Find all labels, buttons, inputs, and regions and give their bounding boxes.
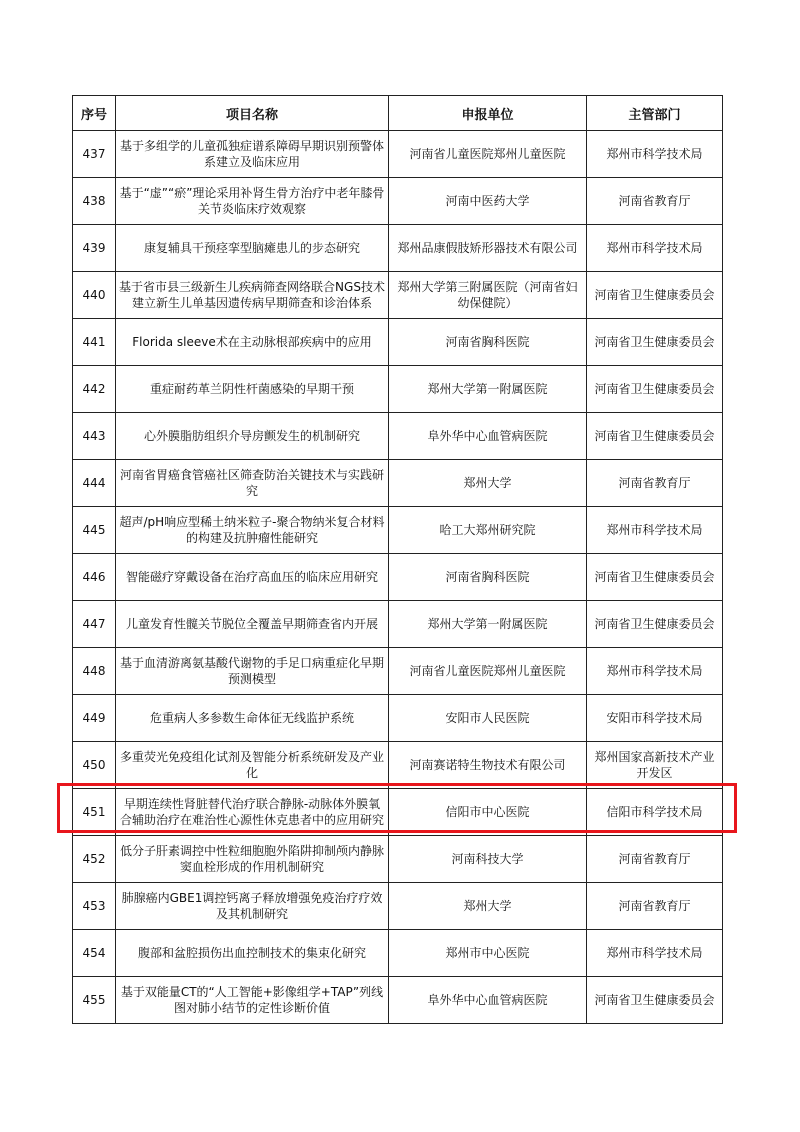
row-number: 452 — [73, 836, 116, 883]
applicant-unit: 河南省胸科医院 — [389, 319, 587, 366]
supervising-dept: 郑州市科学技术局 — [587, 225, 723, 272]
supervising-dept: 河南省卫生健康委员会 — [587, 272, 723, 319]
supervising-dept: 河南省教育厅 — [587, 836, 723, 883]
table-row — [73, 601, 723, 648]
supervising-dept: 郑州市科学技术局 — [587, 131, 723, 178]
row-number: 437 — [73, 131, 116, 178]
applicant-unit: 阜外华中心血管病医院 — [389, 413, 587, 460]
applicant-unit: 阜外华中心血管病医院 — [389, 977, 587, 1024]
table-row — [73, 695, 723, 742]
project-name: 基于省市县三级新生儿疾病筛查网络联合NGS技术建立新生儿单基因遗传病早期筛查和诊治体系 — [116, 272, 389, 319]
project-name: Florida sleeve术在主动脉根部疾病中的应用 — [116, 319, 389, 366]
table-row — [73, 319, 723, 366]
project-name: 基于“虚”“瘀”理论采用补肾生骨方治疗中老年膝骨关节炎临床疗效观察 — [116, 178, 389, 225]
table-row — [73, 742, 723, 789]
applicant-unit: 郑州市中心医院 — [389, 930, 587, 977]
table-row — [73, 460, 723, 507]
supervising-dept: 河南省卫生健康委员会 — [587, 601, 723, 648]
header-applicant-unit: 申报单位 — [389, 96, 587, 131]
applicant-unit: 河南省儿童医院郑州儿童医院 — [389, 648, 587, 695]
row-number: 449 — [73, 695, 116, 742]
applicant-unit: 安阳市人民医院 — [389, 695, 587, 742]
table-row — [73, 413, 723, 460]
project-name: 基于血清游离氨基酸代谢物的手足口病重症化早期预测模型 — [116, 648, 389, 695]
project-name: 基于多组学的儿童孤独症谱系障碍早期识别预警体系建立及临床应用 — [116, 131, 389, 178]
project-name: 早期连续性肾脏替代治疗联合静脉-动脉体外膜氧合辅助治疗在难治性心源性休克患者中的应用研究 — [116, 789, 389, 836]
supervising-dept: 信阳市科学技术局 — [587, 789, 723, 836]
row-number: 447 — [73, 601, 116, 648]
applicant-unit: 郑州大学 — [389, 460, 587, 507]
project-name: 儿童发育性髋关节脱位全覆盖早期筛查省内开展 — [116, 601, 389, 648]
row-number: 440 — [73, 272, 116, 319]
project-name: 多重荧光免疫组化试剂及智能分析系统研发及产业化 — [116, 742, 389, 789]
table-row — [73, 366, 723, 413]
table-row — [73, 554, 723, 601]
header-no: 序号 — [73, 96, 116, 131]
row-number: 442 — [73, 366, 116, 413]
table-row — [73, 883, 723, 930]
row-number: 444 — [73, 460, 116, 507]
project-name: 智能磁疗穿戴设备在治疗高血压的临床应用研究 — [116, 554, 389, 601]
table-row — [73, 225, 723, 272]
applicant-unit: 河南省儿童医院郑州儿童医院 — [389, 131, 587, 178]
table-row — [73, 507, 723, 554]
table-header-row — [73, 96, 723, 131]
row-number: 445 — [73, 507, 116, 554]
row-number: 446 — [73, 554, 116, 601]
project-name: 基于双能量CT的“人工智能+影像组学+TAP”列线图对肺小结节的定性诊断价值 — [116, 977, 389, 1024]
supervising-dept: 郑州市科学技术局 — [587, 507, 723, 554]
project-name: 康复辅具干预痉挛型脑瘫患儿的步态研究 — [116, 225, 389, 272]
supervising-dept: 郑州市科学技术局 — [587, 930, 723, 977]
applicant-unit: 河南省胸科医院 — [389, 554, 587, 601]
applicant-unit: 郑州大学第一附属医院 — [389, 366, 587, 413]
project-table — [72, 95, 723, 1024]
supervising-dept: 河南省卫生健康委员会 — [587, 554, 723, 601]
supervising-dept: 河南省卫生健康委员会 — [587, 977, 723, 1024]
supervising-dept: 河南省教育厅 — [587, 178, 723, 225]
row-number: 454 — [73, 930, 116, 977]
supervising-dept: 安阳市科学技术局 — [587, 695, 723, 742]
supervising-dept: 河南省教育厅 — [587, 883, 723, 930]
supervising-dept: 河南省卫生健康委员会 — [587, 366, 723, 413]
supervising-dept: 郑州市科学技术局 — [587, 648, 723, 695]
row-number: 450 — [73, 742, 116, 789]
applicant-unit: 河南中医药大学 — [389, 178, 587, 225]
table-row — [73, 930, 723, 977]
table-row — [73, 789, 723, 836]
applicant-unit: 郑州大学第三附属医院（河南省妇幼保健院） — [389, 272, 587, 319]
table-row — [73, 836, 723, 883]
supervising-dept: 河南省卫生健康委员会 — [587, 413, 723, 460]
row-number: 448 — [73, 648, 116, 695]
applicant-unit: 信阳市中心医院 — [389, 789, 587, 836]
project-name: 腹部和盆腔损伤出血控制技术的集束化研究 — [116, 930, 389, 977]
applicant-unit: 河南科技大学 — [389, 836, 587, 883]
project-name: 肺腺癌内GBE1调控钙离子释放增强免疫治疗疗效及其机制研究 — [116, 883, 389, 930]
table-row — [73, 178, 723, 225]
header-project-name: 项目名称 — [116, 96, 389, 131]
table-row — [73, 977, 723, 1024]
row-number: 453 — [73, 883, 116, 930]
project-name: 危重病人多参数生命体征无线监护系统 — [116, 695, 389, 742]
project-name: 河南省胃癌食管癌社区筛查防治关键技术与实践研究 — [116, 460, 389, 507]
row-number: 451 — [73, 789, 116, 836]
project-name: 低分子肝素调控中性粒细胞胞外陷阱抑制颅内静脉窦血栓形成的作用机制研究 — [116, 836, 389, 883]
supervising-dept: 河南省卫生健康委员会 — [587, 319, 723, 366]
supervising-dept: 郑州国家高新技术产业开发区 — [587, 742, 723, 789]
applicant-unit: 郑州品康假肢矫形器技术有限公司 — [389, 225, 587, 272]
table-row — [73, 648, 723, 695]
table-row — [73, 131, 723, 178]
applicant-unit: 郑州大学 — [389, 883, 587, 930]
row-number: 441 — [73, 319, 116, 366]
row-number: 455 — [73, 977, 116, 1024]
project-name: 超声/pH响应型稀土纳米粒子-聚合物纳米复合材料的构建及抗肿瘤性能研究 — [116, 507, 389, 554]
project-name: 重症耐药革兰阴性杆菌感染的早期干预 — [116, 366, 389, 413]
table-row — [73, 272, 723, 319]
header-supervising-dept: 主管部门 — [587, 96, 723, 131]
row-number: 439 — [73, 225, 116, 272]
row-number: 443 — [73, 413, 116, 460]
project-name: 心外膜脂肪组织介导房颤发生的机制研究 — [116, 413, 389, 460]
row-number: 438 — [73, 178, 116, 225]
supervising-dept: 河南省教育厅 — [587, 460, 723, 507]
applicant-unit: 河南赛诺特生物技术有限公司 — [389, 742, 587, 789]
applicant-unit: 哈工大郑州研究院 — [389, 507, 587, 554]
applicant-unit: 郑州大学第一附属医院 — [389, 601, 587, 648]
